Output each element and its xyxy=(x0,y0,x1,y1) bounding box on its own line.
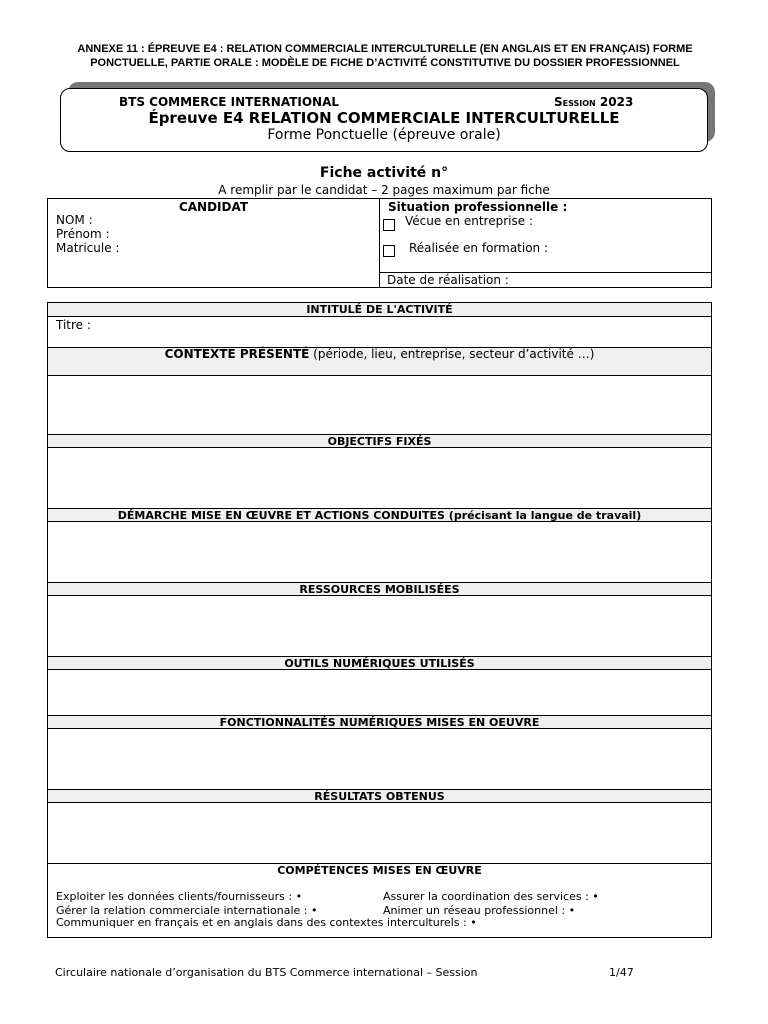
competence-item: Communiquer en français et en anglais dans des contextes interculturels : • xyxy=(56,916,477,929)
competence-item: Assurer la coordination des services : • xyxy=(383,890,599,903)
competence-item: Gérer la relation commerciale internationale : • xyxy=(56,904,318,917)
bts-label: BTS COMMERCE INTERNATIONAL xyxy=(119,95,340,109)
annex-header xyxy=(40,42,730,70)
fonctionnalites-header: FONCTIONNALITÉS NUMÉRIQUES MISES EN OEUVRE xyxy=(48,715,711,729)
contexte-header-bold: CONTEXTE PRÉSENTÉ xyxy=(164,347,310,361)
competence-item: Exploiter les données clients/fournisseurs : • xyxy=(56,890,303,903)
epreuve-title: Épreuve E4 RELATION COMMERCIALE INTERCULTURELLE xyxy=(148,109,620,127)
objectifs-header: OBJECTIFS FIXÉS xyxy=(48,434,711,448)
prenom-field[interactable]: Prénom : xyxy=(56,227,110,241)
annex-line-2: PONCTUELLE, PARTIE ORALE : MODÈLE DE FICHE D’ACTIVITÉ CONSTITUTIVE DU DOSSIER PROFESSIONNEL xyxy=(90,57,680,69)
forme-label: Forme Ponctuelle (épreuve orale) xyxy=(267,127,501,143)
exam-banner xyxy=(60,88,708,152)
contexte-header xyxy=(48,347,711,376)
ressources-header: RESSOURCES MOBILISÉES xyxy=(48,582,711,596)
competence-item: Animer un réseau professionnel : • xyxy=(383,904,576,917)
titre-field[interactable]: Titre : xyxy=(56,318,91,332)
fiche-title: Fiche activité n° xyxy=(319,165,449,181)
outils-header: OUTILS NUMÉRIQUES UTILISÉS xyxy=(48,656,711,670)
competences-header: COMPÉTENCES MISES EN ŒUVRE xyxy=(48,863,711,877)
intitule-header: INTITULÉ DE L'ACTIVITÉ xyxy=(48,303,711,317)
nom-field[interactable]: NOM : xyxy=(56,213,93,227)
demarche-header: DÉMARCHE MISE EN ŒUVRE ET ACTIONS CONDUITES (précisant la langue de travail) xyxy=(48,508,711,522)
resultats-header: RÉSULTATS OBTENUS xyxy=(48,789,711,803)
session-label: Session 2023 xyxy=(554,95,634,109)
annex-line-1: ANNEXE 11 : ÉPREUVE E4 : RELATION COMMERCIALE INTERCULTURELLE (EN ANGLAIS ET EN FRANÇAIS) FORME xyxy=(77,43,693,55)
candidat-header: CANDIDAT xyxy=(178,200,249,214)
contexte-header-detail: (période, lieu, entreprise, secteur d’activité …) xyxy=(309,347,595,361)
footer-text: Circulaire nationale d’organisation du BTS Commerce international – Session xyxy=(55,966,478,979)
vecue-checkbox[interactable] xyxy=(383,219,395,231)
situation-header: Situation professionnelle : xyxy=(388,200,568,214)
page-number: 1/47 xyxy=(609,966,634,979)
realisee-label: Réalisée en formation : xyxy=(409,241,549,255)
fiche-subtitle: A remplir par le candidat – 2 pages maximum par fiche xyxy=(218,183,550,197)
divider xyxy=(379,199,380,287)
candidat-table xyxy=(47,198,712,288)
vecue-label: Vécue en entreprise : xyxy=(405,214,533,228)
date-realisation-field[interactable]: Date de réalisation : xyxy=(387,273,509,287)
activity-table xyxy=(47,302,712,938)
realisee-checkbox[interactable] xyxy=(383,245,395,257)
matricule-field[interactable]: Matricule : xyxy=(56,241,120,255)
